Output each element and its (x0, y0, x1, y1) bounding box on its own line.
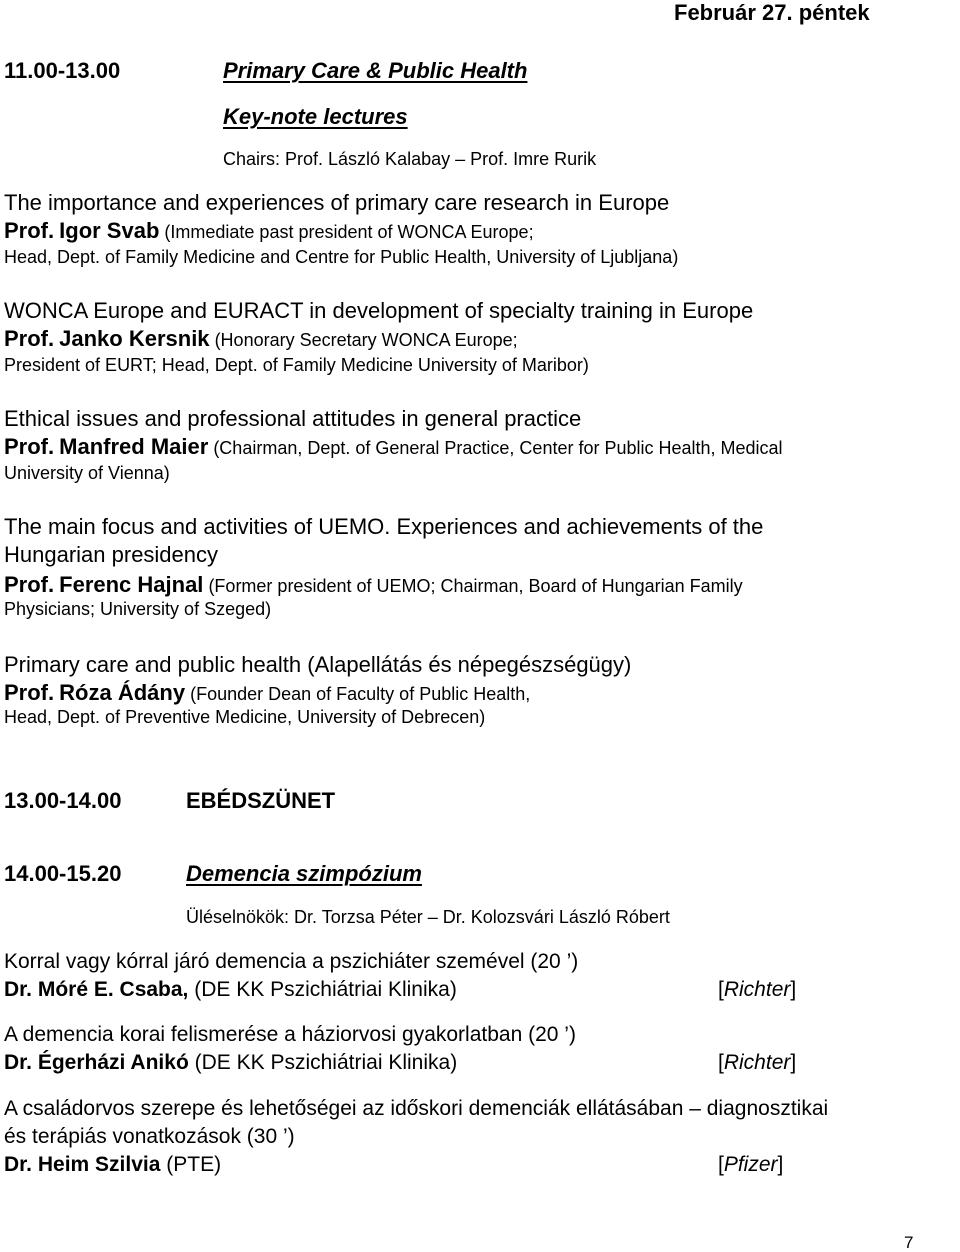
sponsor-tag (718, 1052, 796, 1073)
lecture-speaker-line (4, 574, 743, 596)
speaker-affiliation: (DE KK Pszichiátriai Klinika) (194, 1051, 458, 1074)
speaker-prefix: Prof. (4, 326, 55, 351)
lunch-label: EBÉDSZÜNET (186, 788, 336, 813)
speaker-prefix: Prof. (4, 218, 55, 243)
speaker-prefix: Prof. (4, 572, 55, 597)
talk-speaker-line (4, 1052, 457, 1073)
lunch-time: 13.00-14.00 (4, 788, 122, 813)
speaker-affiliation-cont: President of EURT; Head, Dept. of Family Medicine University of Maribor) (4, 355, 589, 375)
sponsor-name: Richter (723, 978, 791, 1001)
speaker-affiliation-cont: Physicians; University of Szeged) (4, 599, 272, 619)
speaker-name: Janko Kersnik (59, 326, 210, 351)
lecture-speaker-line (4, 220, 534, 242)
lecture-speaker-line (4, 682, 530, 704)
talk-title: A családorvos szerepe és lehetőségei az időskori demenciák ellátásában – diagnosztikai (4, 1097, 829, 1120)
page-number: 7 (904, 1233, 914, 1252)
sponsor-bracket-open: [ (718, 978, 724, 1001)
speaker-name: Dr. Móré E. Csaba, (4, 978, 189, 1001)
lecture-speaker-line (4, 436, 783, 458)
speaker-name: Ferenc Hajnal (59, 572, 204, 597)
talk-speaker-line (4, 1154, 221, 1175)
lecture-title: The importance and experiences of primary care research in Europe (4, 190, 670, 215)
speaker-name: Róza Ádány (59, 680, 186, 705)
sponsor-bracket-close: ] (777, 1153, 784, 1176)
lecture-speaker-line (4, 328, 518, 350)
talk-title: Korral vagy kórral járó demencia a pszichiáter szemével (20 ’) (4, 950, 579, 973)
sponsor-name: Pfizer (723, 1153, 778, 1176)
lecture-title: The main focus and activities of UEMO. Experiences and achievements of the (4, 514, 764, 539)
lecture-title: Primary care and public health (Alapellátás és népegészségügy) (4, 652, 632, 677)
talk-title-cont: és terápiás vonatkozások (30 ’) (4, 1125, 295, 1148)
sponsor-tag (718, 1154, 783, 1175)
sponsor-bracket-open: [ (718, 1153, 724, 1176)
speaker-affiliation-cont: Head, Dept. of Family Medicine and Centre for Public Health, University of Ljubljana) (4, 247, 679, 267)
session-title: Primary Care & Public Health (223, 58, 528, 83)
session-chairs: Üléselnökök: Dr. Torzsa Péter – Dr. Kolozsvári László Róbert (186, 907, 670, 927)
speaker-affiliation: (Chairman, Dept. of General Practice, Center for Public Health, Medical (213, 438, 783, 458)
speaker-affiliation: (Founder Dean of Faculty of Public Health, (190, 684, 531, 704)
session-time: 11.00-13.00 (4, 58, 121, 83)
speaker-affiliation: (Honorary Secretary WONCA Europe; (214, 330, 518, 350)
speaker-name: Igor Svab (59, 218, 160, 243)
sponsor-bracket-close: ] (790, 978, 797, 1001)
speaker-prefix: Prof. (4, 680, 55, 705)
sponsor-bracket-open: [ (718, 1051, 724, 1074)
speaker-affiliation: (Immediate past president of WONCA Europe; (164, 222, 534, 242)
talk-speaker-line (4, 979, 457, 1000)
page-date: Február 27. péntek (674, 0, 870, 25)
speaker-affiliation-cont: Head, Dept. of Preventive Medicine, University of Debrecen) (4, 707, 486, 727)
session-title: Demencia szimpózium (186, 861, 422, 886)
speaker-affiliation: (Former president of UEMO; Chairman, Board of Hungarian Family (208, 576, 743, 596)
speaker-affiliation: (DE KK Pszichiátriai Klinika) (194, 978, 457, 1001)
lecture-title: WONCA Europe and EURACT in development of specialty training in Europe (4, 298, 754, 323)
session-subtitle: Key-note lectures (223, 104, 408, 129)
speaker-name: Manfred Maier (59, 434, 209, 459)
sponsor-bracket-close: ] (790, 1051, 797, 1074)
session-time: 14.00-15.20 (4, 861, 122, 886)
lecture-title-cont: Hungarian presidency (4, 542, 219, 567)
speaker-prefix: Prof. (4, 434, 55, 459)
speaker-name: Dr. Heim Szilvia (4, 1153, 161, 1176)
lecture-title: Ethical issues and professional attitudes in general practice (4, 406, 582, 431)
talk-title: A demencia korai felismerése a háziorvosi gyakorlatban (20 ’) (4, 1023, 576, 1046)
speaker-name: Dr. Égerházi Anikó (4, 1051, 189, 1074)
speaker-affiliation: (PTE) (166, 1153, 222, 1176)
session-chairs: Chairs: Prof. László Kalabay – Prof. Imre Rurik (223, 149, 597, 169)
sponsor-tag (718, 979, 796, 1000)
speaker-affiliation-cont: University of Vienna) (4, 463, 170, 483)
sponsor-name: Richter (723, 1051, 791, 1074)
